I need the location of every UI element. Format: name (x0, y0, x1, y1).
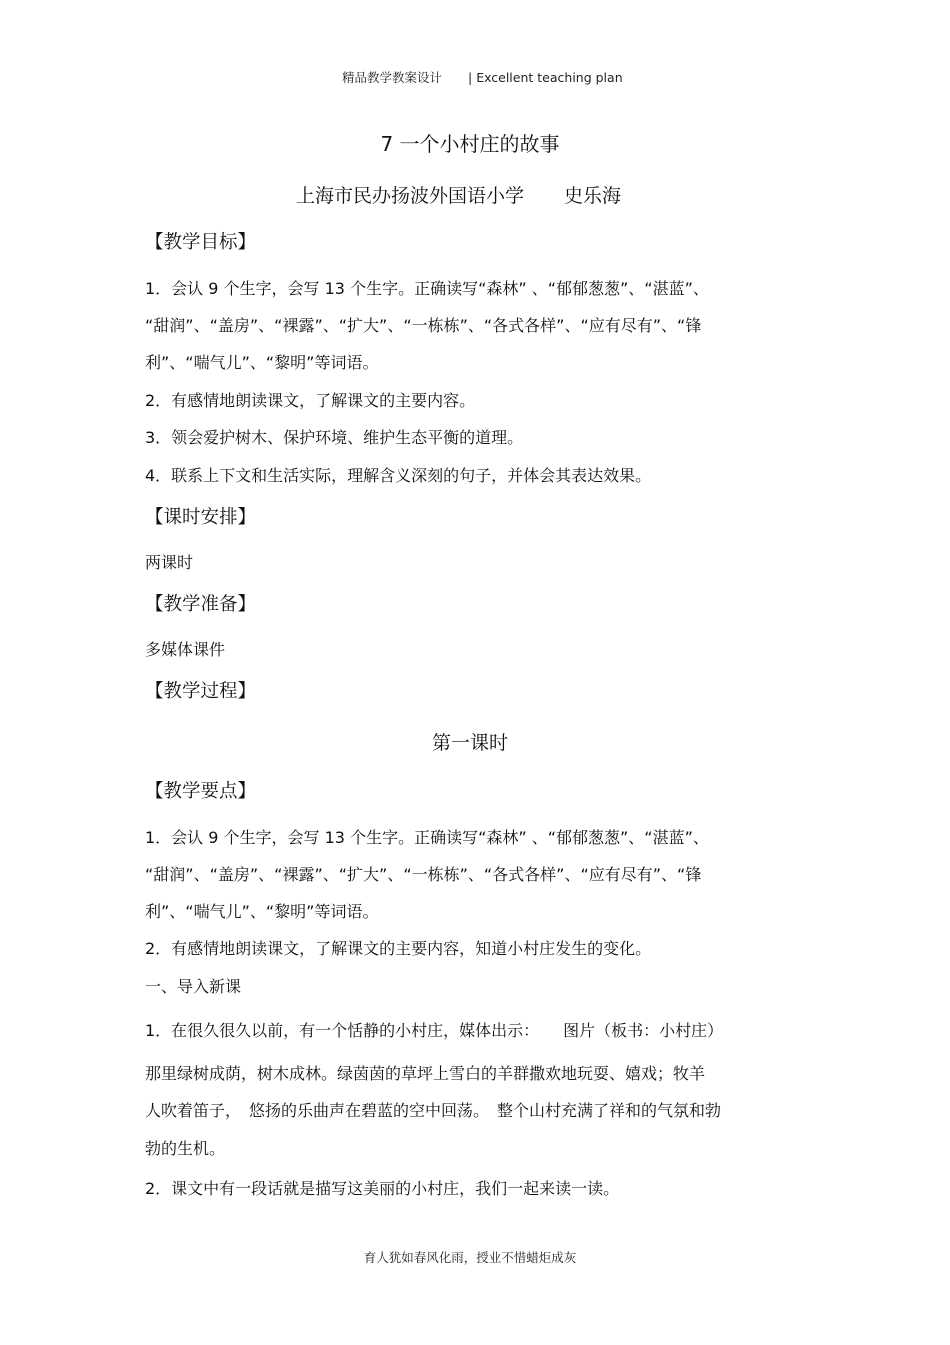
page-header (342, 68, 623, 86)
prep-text: 多媒体课件 (145, 640, 226, 659)
points-heading: 【教学要点】 (145, 781, 257, 802)
goals-heading: 【教学目标】 (145, 232, 257, 253)
schedule-heading: 【课时安排】 (145, 507, 257, 528)
process-heading: 【教学过程】 (145, 681, 257, 702)
intro-line: 那里绿树成荫，树木成林。绿茵茵的草坪上雪白的羊群撒欢地玩耍、嬉戏；牧羊 (145, 1064, 706, 1083)
intro-line: 1．在很久很久以前，有一个恬静的小村庄，媒体出示： 图片（板书：小村庄） (145, 1021, 724, 1040)
lesson-title: 第一课时 (431, 732, 508, 754)
header-left-text: 精品教学教案设计 (342, 70, 443, 85)
intro-line: 人吹着笛子， 悠扬的乐曲声在碧蓝的空中回荡。 整个山村充满了祥和的气氛和勃 (145, 1101, 722, 1120)
point-line: 1．会认 9 个生字，会写 13 个生字。正确读写“森林” 、“郁郁葱葱”、“湛蓝”、 (145, 828, 709, 847)
goal-line: “甜润”、“盖房”、“裸露”、“扩大”、“一栋栋”、“各式各样”、“应有尽有”、“锋 (145, 316, 702, 335)
document-title: 7 一个小村庄的故事 (380, 132, 560, 156)
goal-line: 2．有感情地朗读课文，了解课文的主要内容。 (145, 391, 476, 410)
document-subtitle (296, 181, 621, 208)
intro-heading: 一、导入新课 (145, 977, 242, 996)
point-line: “甜润”、“盖房”、“裸露”、“扩大”、“一栋栋”、“各式各样”、“应有尽有”、“锋 (145, 865, 702, 884)
goal-line: 4．联系上下文和生活实际，理解含义深刻的句子，并体会其表达效果。 (145, 466, 652, 485)
schedule-text: 两课时 (145, 553, 194, 572)
header-right-text: | Excellent teaching plan (468, 70, 623, 85)
goal-line: 1．会认 9 个生字，会写 13 个生字。正确读写“森林” 、“郁郁葱葱”、“湛蓝”、 (145, 279, 709, 298)
page-footer: 育人犹如春风化雨，授业不惜蜡炬成灰 (363, 1250, 577, 1265)
intro-line: 勃的生机。 (145, 1139, 226, 1158)
author-name: 史乐海 (564, 185, 622, 207)
school-name: 上海市民办扬波外国语小学 (296, 185, 525, 207)
goal-line: 利”、“喘气儿”、“黎明”等词语。 (145, 353, 379, 372)
point-line: 2．有感情地朗读课文，了解课文的主要内容，知道小村庄发生的变化。 (145, 939, 652, 958)
point-line: 利”、“喘气儿”、“黎明”等词语。 (145, 902, 379, 921)
goal-line: 3．领会爱护树木、保护环境、维护生态平衡的道理。 (145, 428, 524, 447)
prep-heading: 【教学准备】 (145, 594, 257, 615)
intro-line: 2．课文中有一段话就是描写这美丽的小村庄，我们一起来读一读。 (145, 1179, 620, 1198)
